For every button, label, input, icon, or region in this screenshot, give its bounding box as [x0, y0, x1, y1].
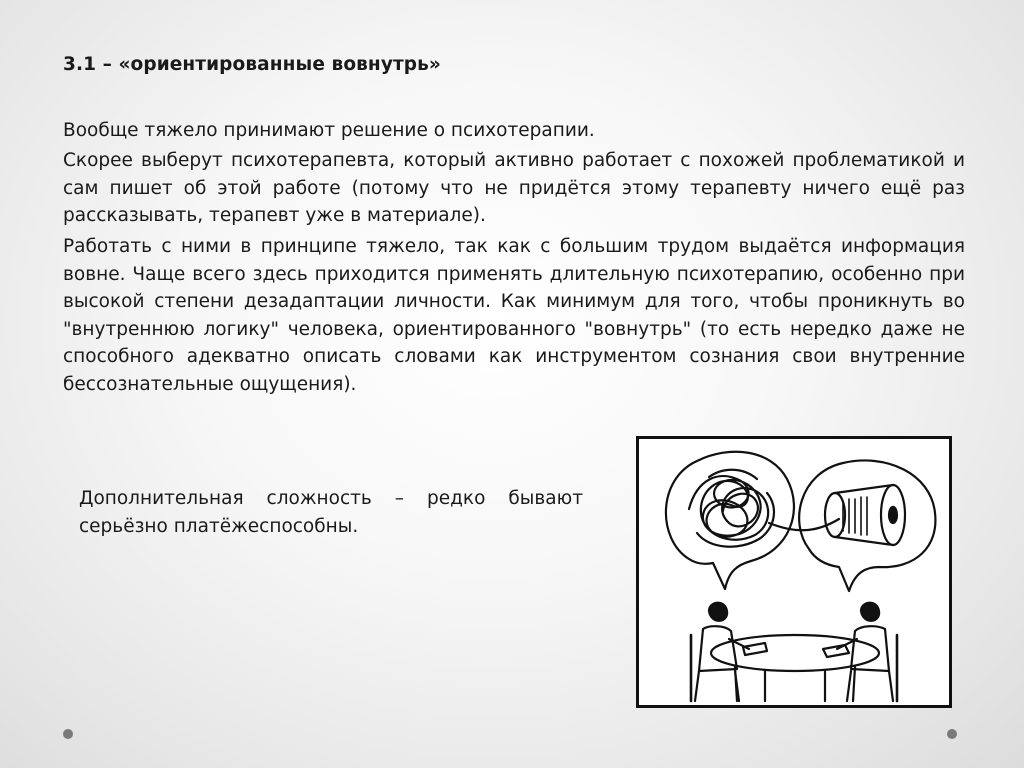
next-slide-icon[interactable] [947, 729, 957, 739]
paragraph-therapist-choice: Скорее выберут психотерапевта, который активно работает с похожей проблематикой и сам пишет об этой работе (потому что не придётся этому терапевту ничего ещё раз рассказывать, терапевт уже в материале). [63, 150, 965, 226]
two-people-at-table-thought-bubbles-icon [639, 439, 949, 705]
illustration-two-people-talking [636, 436, 952, 708]
slide-title: 3.1 – «ориентированные вовнутрь» [63, 54, 441, 75]
paragraph-intro: Вообще тяжело принимают решение о психотерапии. [63, 120, 595, 141]
side-note: Дополнительная сложность – редко бывают серьёзно платёжеспособны. [79, 488, 583, 537]
prev-slide-icon[interactable] [63, 729, 73, 739]
paragraph-working-difficulty: Работать с ними в принципе тяжело, так как с большим трудом выдаётся информация вовне. Чаще всего здесь приходится применять длительную психотерапию, особенно при высокой степени дезадаптации личности. Как минимум для того, чтобы проникнуть во "внутреннюю логику" человека, ориентированного "вовнутрь" (то есть нередко даже не способного адекватно описать словами как инструментом сознания свои внутренние бессознательные ощущения). [63, 236, 965, 395]
